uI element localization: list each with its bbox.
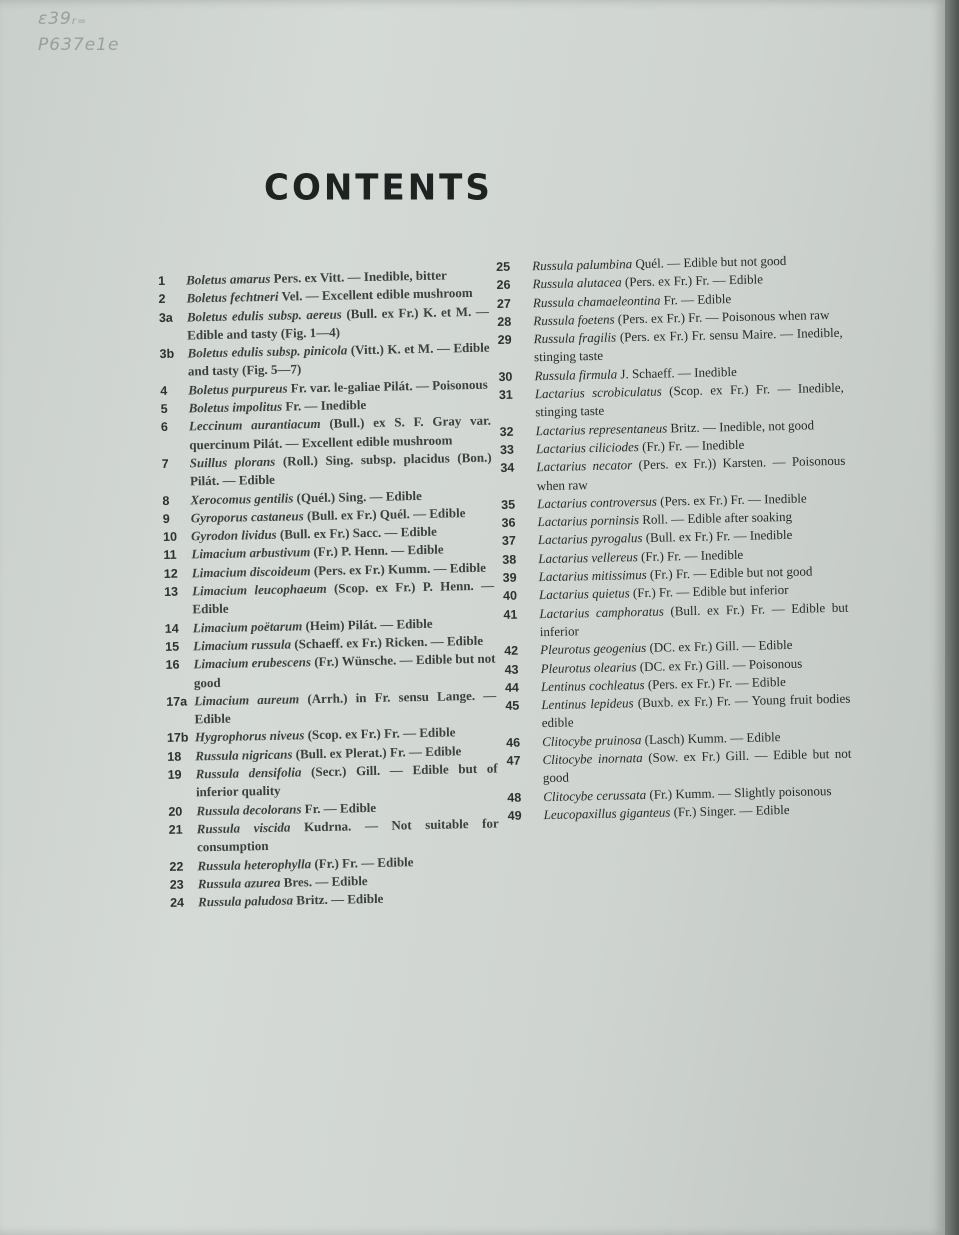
entry-description: Kudrna. — Not suitable for consumption	[196, 815, 499, 855]
entry-number: 34	[500, 460, 515, 476]
entry-number: 9	[162, 511, 170, 526]
pencil-annotation	[38, 6, 158, 58]
entry-description: Fr. var. le-galiae Pilát. — Poisonous	[290, 376, 488, 396]
contents-entry	[166, 686, 497, 729]
species-name: Lactarius porninsis	[537, 512, 640, 530]
entry-number: 37	[501, 534, 516, 549]
entry-number: 30	[498, 369, 513, 384]
entry-number: 6	[160, 420, 169, 435]
entry-description: (Schaeff. ex Fr.) Ricken. — Edible	[294, 632, 484, 652]
entry-text	[192, 577, 495, 619]
entry-number: 35	[501, 497, 516, 512]
entry-number: 29	[497, 332, 512, 348]
entry-number: 47	[506, 753, 521, 768]
entry-number: 23	[169, 877, 184, 892]
entry-number: 8	[162, 493, 170, 508]
species-name: Russula nigricans	[195, 746, 293, 764]
entry-description: (Scop. ex Fr.) P. Henn. — Edible	[192, 577, 495, 617]
contents-entry	[164, 577, 495, 620]
entry-description: (Bull. ex Plerat.) Fr. — Edible	[295, 742, 462, 762]
entry-text	[194, 686, 497, 728]
species-name: Boletus edulis subsp. aereus	[186, 306, 342, 325]
entry-number: 3b	[159, 346, 175, 362]
entry-description: Vel. — Excellent edible mushroom	[281, 285, 473, 304]
entry-description: (Pers. ex Fr.) Fr. — Edible	[647, 673, 786, 692]
species-name: Clitocybe cerussata	[543, 786, 647, 804]
entry-number: 26	[496, 278, 511, 293]
species-name: Limacium leucophaeum	[191, 580, 327, 599]
species-name: Hygrophorus niveus	[194, 727, 305, 745]
entry-description: (Pers. ex Fr.) Fr. sensu Maire. — Inedible, stinging taste	[533, 324, 843, 365]
species-name: Xerocomus gentilis	[190, 490, 294, 507]
entry-description: Roll. — Edible after soaking	[642, 509, 793, 528]
species-name: Pleurotus geogenius	[540, 640, 647, 658]
entry-number: 3a	[158, 310, 173, 325]
entry-number: 28	[497, 314, 512, 329]
entry-number: 10	[162, 529, 178, 545]
entry-number: 24	[169, 895, 185, 910]
entry-description: (Secr.) Gill. — Edible but of inferior quality	[195, 760, 498, 800]
species-name: Russula firmula	[534, 366, 618, 383]
contents-entry	[162, 449, 493, 492]
entry-text	[190, 449, 493, 491]
species-name: Lactarius scrobiculatus	[534, 383, 662, 402]
species-name: Leucopaxillus giganteus	[543, 804, 671, 823]
entry-description: (Fr.) P. Henn. — Edible	[313, 542, 444, 560]
entry-number: 1	[158, 273, 166, 288]
entry-description: (Sow. ex Fr.) Gill. — Edible but not good	[542, 745, 852, 786]
entry-description: (Scop. ex Fr.) Fr. — Inedible, stinging taste	[535, 379, 844, 420]
entry-description: (Pers. ex Fr.) Kumm. — Edible	[313, 559, 487, 578]
species-name: Russula decolorans	[196, 800, 302, 818]
entry-description: (Roll.) Sing. subsp. placidus (Bon.) Pilát. — Edible	[189, 449, 492, 489]
entry-description: Britz. — Inedible, not good	[670, 417, 815, 436]
entry-description: (Bull. ex Fr.) Quél. — Edible	[306, 505, 466, 524]
species-name: Russula palumbina	[532, 256, 633, 274]
entry-number: 20	[168, 804, 183, 819]
entry-description: (Scop. ex Fr.) Fr. — Edible	[307, 724, 456, 743]
entry-number: 17b	[166, 730, 189, 746]
species-name: Boletus edulis subsp. pinicola	[187, 342, 348, 361]
entry-number: 2	[158, 292, 166, 307]
entry-number: 4	[160, 383, 168, 398]
entry-description: J. Schaeff. — Inedible	[620, 363, 737, 382]
entry-number: 38	[502, 552, 517, 567]
entry-description: (Bull.) ex S. F. Gray var. quercinum Pilát. — Excellent edible mushroom	[189, 413, 492, 453]
species-name: Boletus fechtneri	[186, 288, 279, 306]
entry-description: Pers. ex Vitt. — Inedible, bitter	[273, 267, 447, 286]
entry-description: (Fr.) Fr. — Edible	[314, 853, 414, 871]
entry-description: (Vitt.) K. et M. — Edible and tasty (Fig. 5—7)	[187, 339, 490, 379]
contents-right-column	[496, 251, 853, 825]
entry-number: 42	[504, 643, 519, 659]
species-name: Limacium aureum	[194, 691, 300, 709]
contents-entry	[161, 412, 492, 455]
entry-description: (Fr.) Singer. — Edible	[673, 801, 790, 820]
entry-description: (Quél.) Sing. — Edible	[296, 487, 422, 505]
entry-number: 21	[168, 822, 183, 837]
entry-description: (Bull. ex Fr.) Fr. — Inedible	[645, 527, 793, 546]
entry-number: 14	[164, 621, 179, 636]
species-name: Lactarius vellereus	[538, 548, 638, 566]
entry-text	[195, 760, 498, 802]
species-name: Russula densifolia	[195, 764, 302, 782]
entry-number: 17a	[166, 694, 188, 709]
contents-entry	[169, 814, 500, 857]
species-name: Lactarius mitissimus	[538, 566, 647, 585]
entry-description: (Pers. ex Fr.) Fr. — Edible	[624, 271, 764, 290]
entry-number: 5	[160, 401, 168, 417]
entry-description: (Fr.) Kumm. — Slightly poisonous	[649, 782, 832, 802]
pencil-line-1: ε39ᵣ₌	[38, 9, 88, 29]
entry-number: 40	[502, 588, 518, 604]
entry-number: 44	[504, 680, 520, 695]
entry-description: (Bull. ex Fr.) K. et M. — Edible and tasty (Fig. 1—4)	[187, 303, 489, 343]
pencil-line-2: P637e1e	[38, 35, 120, 55]
entry-description: (Pers. ex Fr.) Fr. — Inedible	[659, 490, 807, 509]
entry-description: (Fr.) Fr. — Inedible	[640, 546, 744, 564]
contents-entry	[159, 339, 490, 382]
species-name: Russula heterophylla	[197, 855, 312, 873]
entry-number: 27	[496, 296, 512, 311]
entry-number: 49	[507, 808, 522, 823]
species-name: Boletus impolitus	[188, 398, 283, 416]
page-title: CONTENTS	[264, 167, 493, 209]
species-name: Russula azurea	[197, 874, 281, 892]
entry-number: 19	[167, 767, 182, 782]
entry-description: (Pers. ex Fr.) Fr. — Poisonous when raw	[617, 306, 830, 327]
entry-number: 18	[167, 749, 182, 764]
entry-description: Britz. — Edible	[296, 890, 384, 908]
entry-description: (Heim) Pilát. — Edible	[305, 615, 433, 633]
species-name: Russula viscida	[196, 819, 291, 837]
species-name: Russula alutacea	[532, 274, 622, 292]
entry-description: (Fr.) Wünsche. — Edible but not good	[193, 650, 496, 690]
entry-number: 16	[165, 657, 180, 673]
contents-left-column	[158, 266, 500, 913]
species-name: Suillus plorans	[189, 453, 276, 471]
entry-number: 45	[505, 698, 520, 714]
entry-number: 32	[499, 424, 514, 439]
species-name: Lactarius pyrogalus	[537, 530, 643, 548]
species-name: Russula chamaeleontina	[532, 292, 661, 310]
species-name: Russula paludosa	[197, 892, 294, 910]
entry-description: Fr. — Inedible	[285, 397, 367, 414]
entry-description: (DC. ex Fr.) Gill. — Poisonous	[639, 655, 803, 674]
entry-description: Fr. — Edible	[663, 290, 732, 308]
entry-description: (Lasch) Kumm. — Edible	[644, 728, 781, 747]
species-name: Lactarius ciliciodes	[535, 439, 640, 457]
species-name: Limacium arbustivum	[191, 544, 311, 562]
entry-number: 46	[506, 735, 521, 750]
species-name: Lactarius quietus	[538, 585, 630, 603]
entry-text	[187, 339, 490, 381]
entry-text	[189, 412, 492, 454]
page-edge-shadow	[945, 0, 959, 1235]
entry-number: 11	[163, 548, 177, 563]
entry-description: (Bull. ex Fr.) Fr. — Edible but inferior	[539, 599, 849, 640]
species-name: Gyroporus castaneus	[190, 508, 304, 526]
entry-number: 41	[503, 607, 518, 622]
entry-number: 22	[169, 859, 184, 874]
species-name: Lactarius necator	[536, 457, 633, 475]
contents-entry	[165, 650, 496, 693]
species-name: Limacium poëtarum	[192, 617, 303, 636]
species-name: Clitocybe inornata	[542, 750, 643, 768]
entry-number: 43	[504, 662, 519, 677]
contents-entry	[167, 760, 498, 803]
entry-number: 13	[164, 584, 179, 599]
entry-description: (Fr.) Fr. — Edible but inferior	[632, 582, 789, 601]
entry-number: 15	[165, 639, 180, 654]
entry-description: (Fr.) Fr. — Edible but not good	[649, 563, 813, 582]
entry-number: 36	[501, 515, 516, 531]
species-name: Leccinum aurantiacum	[188, 416, 321, 434]
entry-description: (Arrh.) in Fr. sensu Lange. — Edible	[194, 687, 497, 727]
entry-number: 33	[499, 442, 515, 457]
entry-number: 25	[496, 259, 511, 274]
species-name: Lactarius controversus	[536, 493, 658, 512]
entry-description: (Fr.) Fr. — Inedible	[641, 436, 745, 454]
entry-description: Bres. — Edible	[283, 872, 368, 890]
species-name: Limacium russula	[193, 636, 292, 654]
entry-text	[197, 814, 500, 856]
entry-description: (Bull. ex Fr.) Sacc. — Edible	[279, 523, 437, 542]
species-name: Clitocybe pruinosa	[541, 731, 642, 749]
species-name: Gyrodon lividus	[190, 526, 277, 544]
entry-text	[193, 650, 496, 692]
species-name: Boletus purpureus	[188, 380, 288, 398]
species-name: Pleurotus olearius	[540, 658, 637, 676]
entry-description: (DC. ex Fr.) Gill. — Edible	[649, 637, 793, 656]
entry-number: 31	[498, 387, 513, 403]
species-name: Boletus amarus	[186, 270, 271, 288]
entry-number: 48	[507, 790, 522, 805]
entry-description: (Pers. ex Fr.)) Karsten. — Poisonous when raw	[536, 452, 846, 493]
entry-number: 7	[161, 456, 169, 471]
entry-description: Quél. — Edible but not good	[635, 252, 787, 272]
entry-number: 39	[502, 570, 517, 585]
species-name: Lactarius representaneus	[535, 420, 668, 438]
species-name: Limacium erubescens	[193, 654, 312, 672]
entry-description: (Buxb. ex Fr.) Fr. — Young fruit bodies edible	[541, 690, 851, 731]
contents-entry	[159, 302, 490, 345]
species-name: Russula fragilis	[533, 329, 617, 347]
entry-description: Fr. — Edible	[304, 799, 377, 816]
species-name: Lentinus lepideus	[541, 695, 634, 713]
species-name: Russula foetens	[533, 311, 615, 329]
entry-number: 12	[163, 566, 178, 581]
species-name: Lentinus cochleatus	[540, 676, 645, 694]
species-name: Lactarius camphoratus	[539, 603, 664, 621]
entry-text	[187, 302, 490, 344]
species-name: Limacium discoideum	[191, 562, 311, 581]
